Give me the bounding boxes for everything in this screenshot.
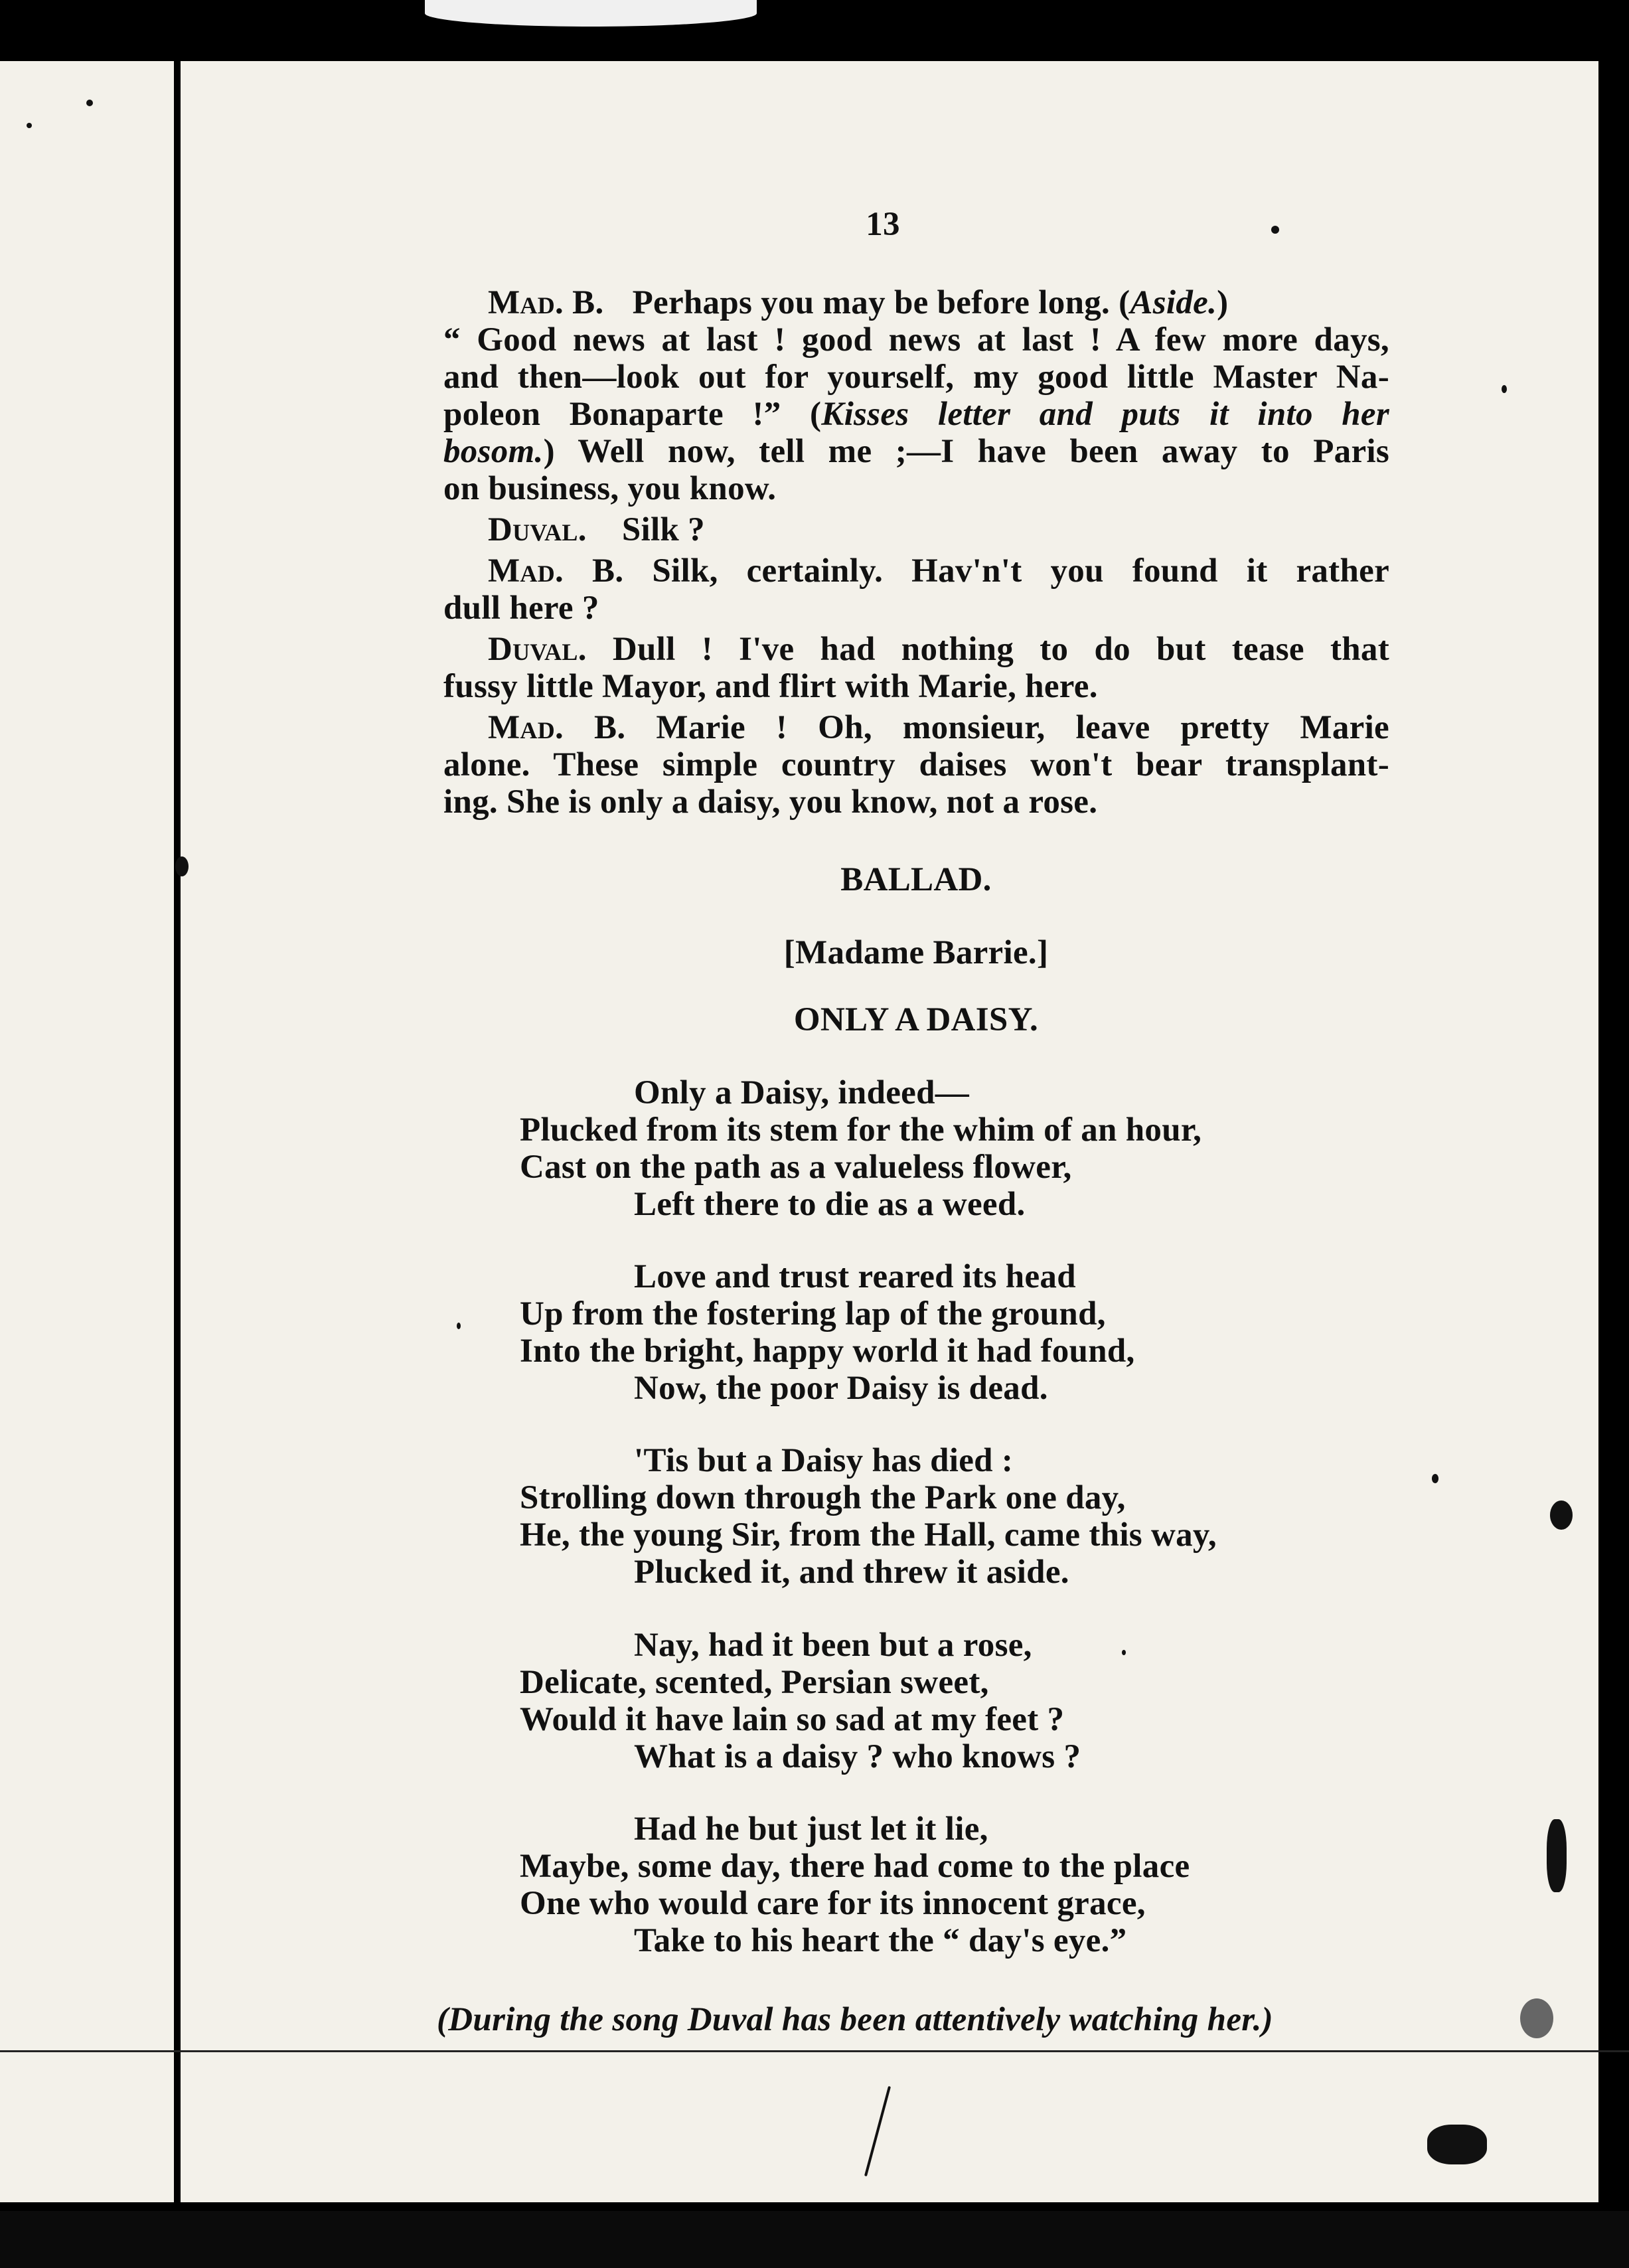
ballad-heading: BALLAD. [840,861,992,898]
verse-line: Nay, had it been but a rose, [634,1627,1032,1664]
verse-line: Now, the poor Daisy is dead. [634,1370,1048,1407]
dialogue-line [488,284,1391,321]
verse-line: What is a daisy ? who knows ? [634,1738,1081,1775]
dialogue-line: and then—look out for yourself, my good little Master Na- [443,359,1389,396]
dialogue-text: Dull ! I've had nothing to do but tease that [612,631,1389,668]
stage-direction: (During the song Duval has been attentively watching her.) [437,2001,1273,2038]
verse-line: Plucked from its stem for the whim of an hour, [520,1111,1202,1149]
verse-line: 'Tis but a Daisy has died : [634,1442,1014,1479]
dialogue-text: Marie ! Oh, monsieur, leave pretty Marie [656,709,1389,746]
verse-line: Would it have lain so sad at my feet ? [520,1701,1065,1738]
verse-line: He, the young Sir, from the Hall, came this way, [520,1516,1217,1554]
dialogue-text: Silk ? [621,511,705,548]
page-number: 13 [866,206,900,243]
dialogue-line [488,631,1389,668]
dialogue-line [488,552,1389,590]
speaker-name: Mad. B. [488,284,604,321]
dialogue-line: on business, you know. [443,470,777,507]
stage-direction-inline: Aside. [1130,284,1217,321]
verse-line: Had he but just let it lie, [634,1811,988,1848]
dialogue-text: poleon Bonaparte !” ( [443,396,822,433]
verse-line: Up from the fostering lap of the ground, [520,1295,1106,1333]
ballad-title: ONLY A DAISY. [793,1001,1039,1038]
dialogue-text: Silk, certainly. Hav'n't you found it rather [652,552,1389,590]
verse-line: Plucked it, and threw it aside. [634,1554,1069,1591]
dialogue-text: ) Well now, tell me ;—I have been away to Paris [543,433,1389,470]
ballad-singer: [Madame Barrie.] [783,934,1049,971]
dialogue-line: ing. She is only a daisy, you know, not a rose. [443,783,1098,821]
verse-line: Only a Daisy, indeed— [634,1074,970,1111]
stage-direction-inline: Kisses letter and puts it into her [821,396,1389,433]
speaker-name: Duval. [488,631,587,668]
speaker-name: Mad. B. [488,709,626,746]
verse-line: Love and trust reared its head [634,1258,1076,1295]
dialogue-line [488,709,1389,746]
stage-direction-inline: bosom. [443,433,544,470]
dialogue-line: dull here ? [443,590,599,627]
speaker-name: Mad. B. [488,552,624,590]
dialogue-line [443,433,1389,470]
dialogue-line: alone. These simple country daises won't bear transplant- [443,746,1389,783]
verse-line: One who would care for its innocent grace, [520,1885,1146,1922]
dialogue-text: ) [1217,284,1229,321]
verse-line: Left there to die as a weed. [634,1186,1026,1223]
verse-line: Delicate, scented, Persian sweet, [520,1664,989,1701]
verse-line: Maybe, some day, there had come to the place [520,1848,1190,1885]
dialogue-line: fussy little Mayor, and flirt with Marie, here. [443,668,1098,705]
dialogue-text: Perhaps you may be before long. ( [632,284,1130,321]
verse-line: Take to his heart the “ day's eye.” [634,1922,1127,1959]
verse-line: Strolling down through the Park one day, [520,1479,1126,1516]
verse-line: Cast on the path as a valueless flower, [520,1149,1072,1186]
dialogue-line [488,511,705,548]
dialogue-line [443,396,1389,433]
dialogue-line: “ Good news at last ! good news at last ! A few more days, [443,321,1389,359]
verse-line: Into the bright, happy world it had found, [520,1333,1135,1370]
speaker-name: Duval. [488,511,587,548]
